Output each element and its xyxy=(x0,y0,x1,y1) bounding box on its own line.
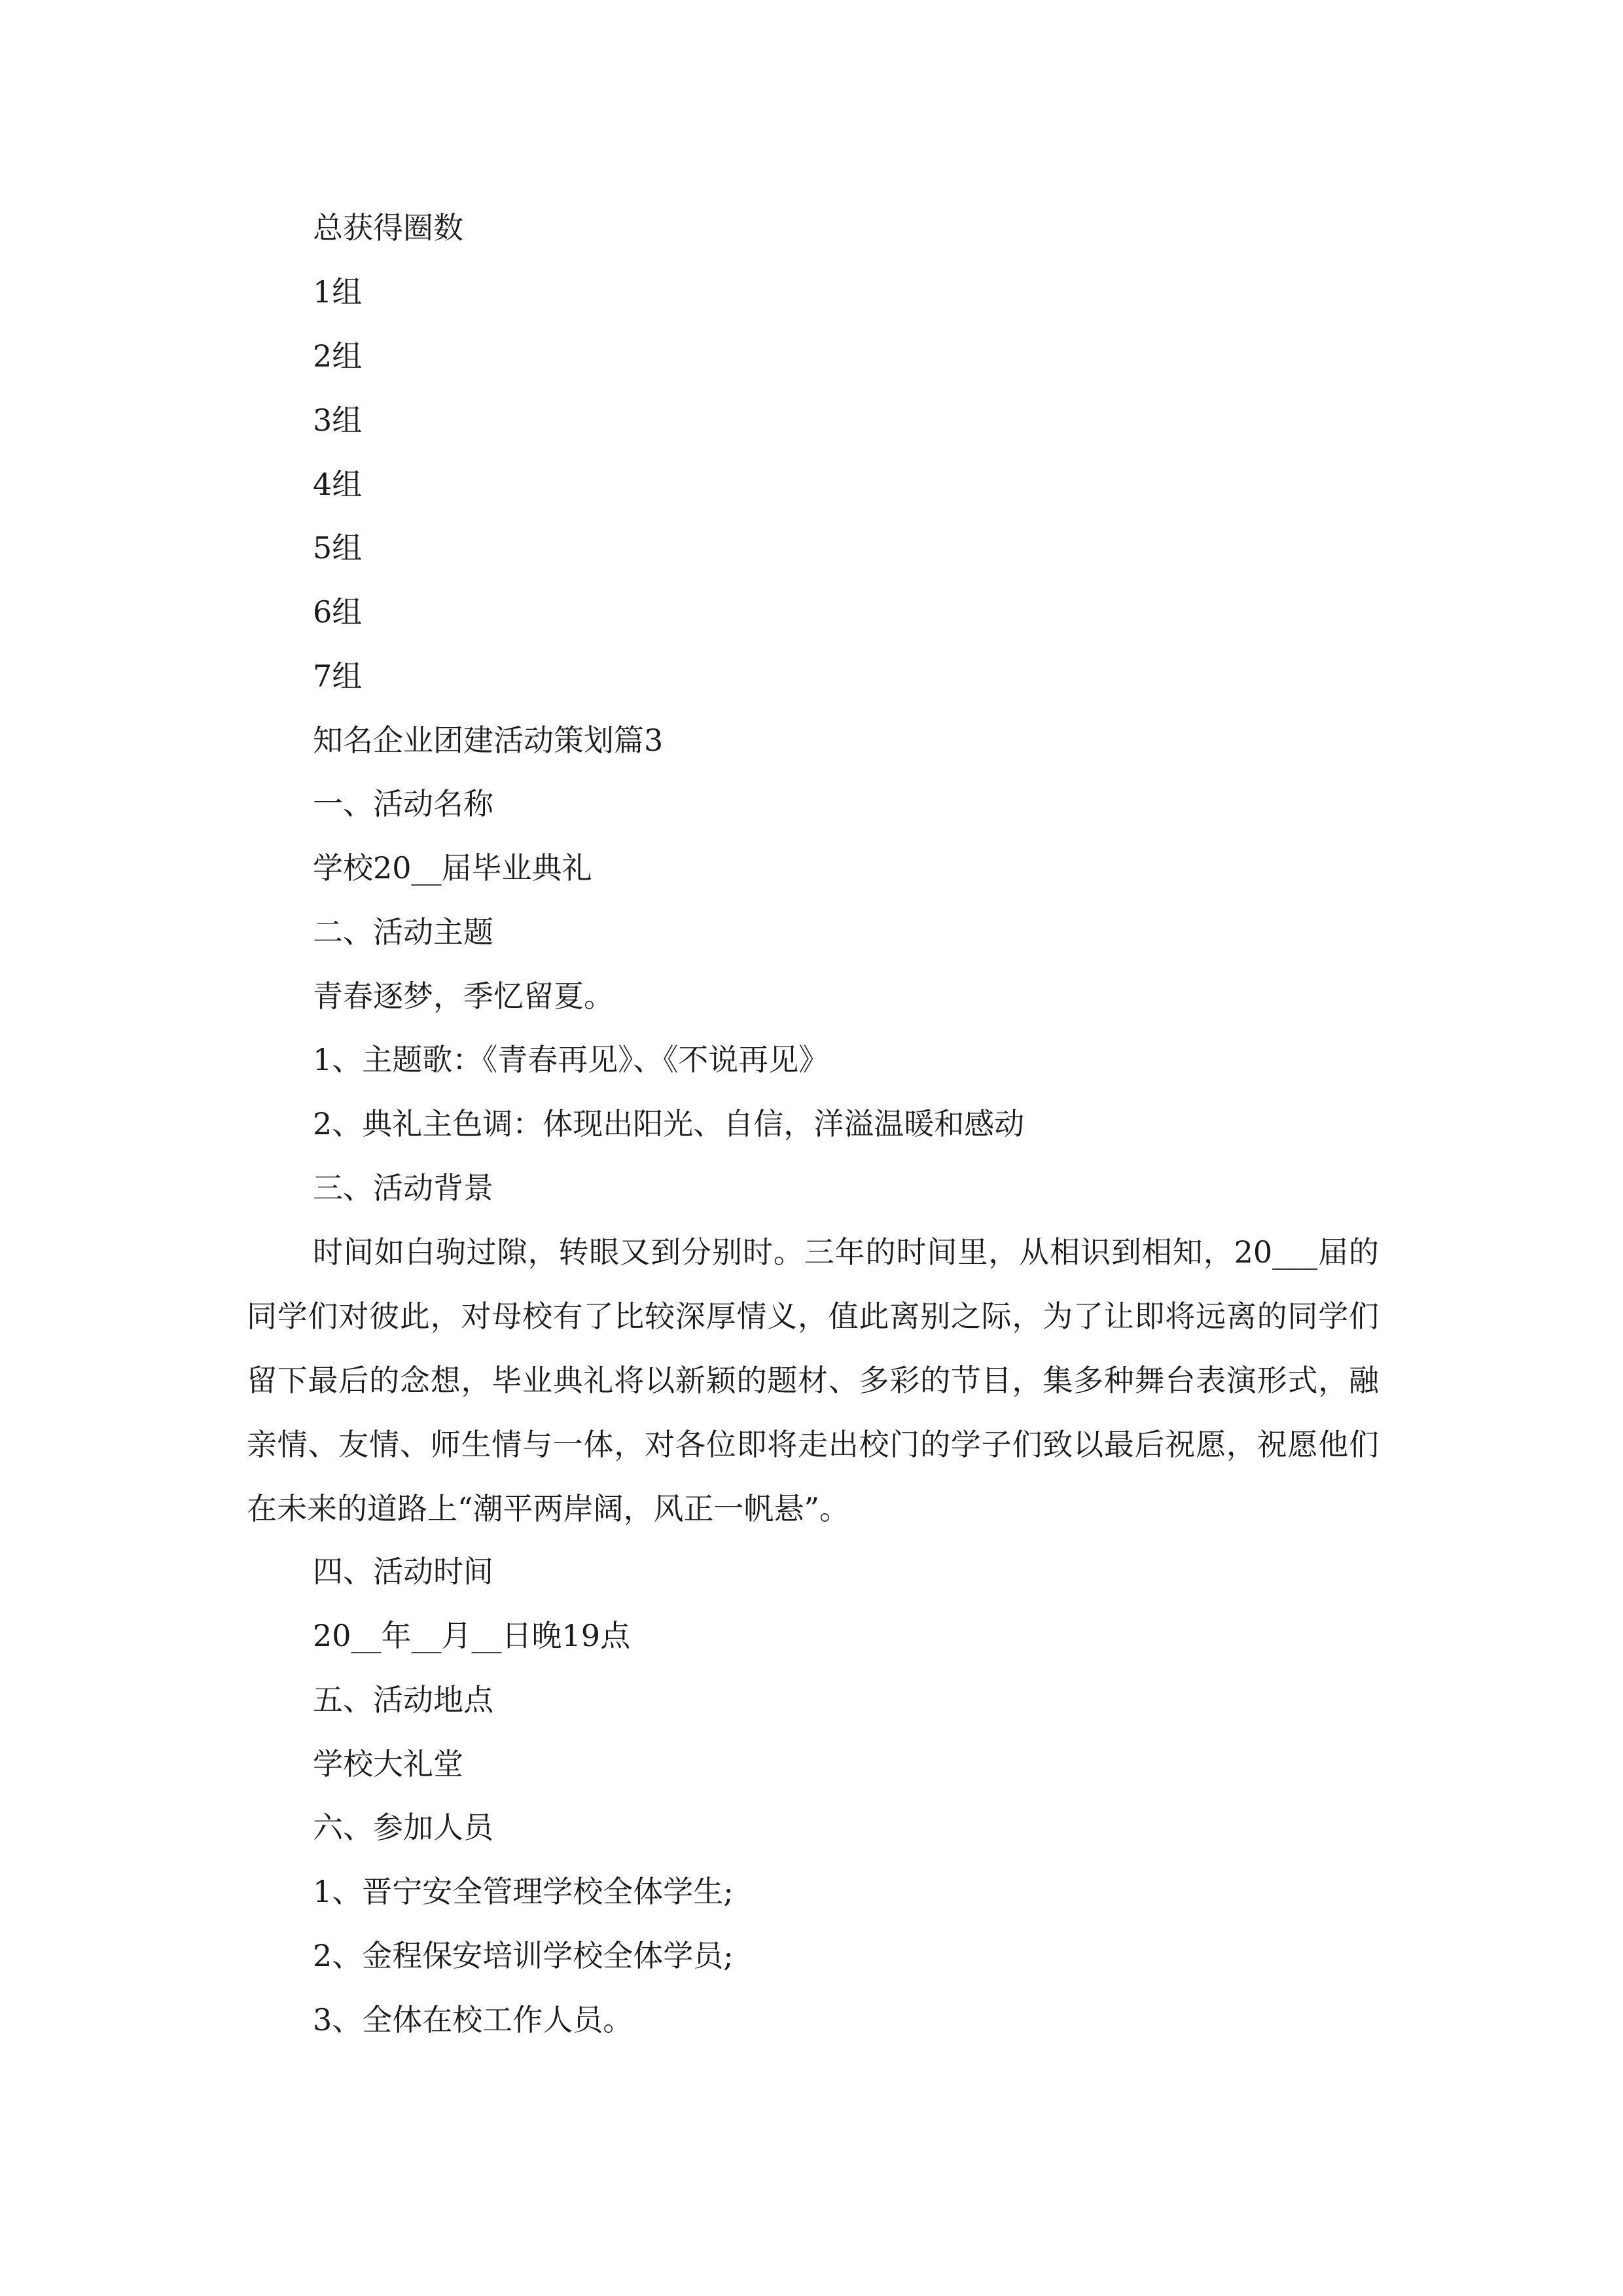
participant-item-1: 1、晋宁安全管理学校全体学生; xyxy=(313,1874,734,1909)
group-6-label: 6组 xyxy=(313,594,363,630)
participant-item-3: 3、全体在校工作人员。 xyxy=(313,2002,633,2037)
heading-activity-location: 五、活动地点 xyxy=(313,1682,493,1717)
ceremony-color-item: 2、典礼主色调：体现出阳光、自信，洋溢温暖和感动 xyxy=(313,1106,1025,1141)
theme-song-item: 1、主题歌：《青春再见》、《不说再见》 xyxy=(313,1042,829,1077)
activity-time-text: 20__年__月__日晚19点 xyxy=(313,1618,631,1653)
activity-location-text: 学校大礼堂 xyxy=(313,1746,463,1782)
heading-total-laps: 总获得圈数 xyxy=(313,210,463,245)
activity-theme-text: 青春逐梦，季忆留夏。 xyxy=(313,978,614,1014)
group-7-label: 7组 xyxy=(313,658,363,694)
heading-activity-time: 四、活动时间 xyxy=(313,1554,493,1589)
group-3-label: 3组 xyxy=(313,403,363,438)
heading-activity-theme: 二、活动主题 xyxy=(313,914,493,950)
heading-activity-background: 三、活动背景 xyxy=(313,1170,493,1206)
heading-participants: 六、参加人员 xyxy=(313,1810,493,1845)
heading-activity-name: 一、活动名称 xyxy=(313,786,493,821)
activity-name-text: 学校20__届毕业典礼 xyxy=(313,850,592,886)
group-5-label: 5组 xyxy=(313,530,363,565)
group-1-label: 1组 xyxy=(313,274,363,310)
group-2-label: 2组 xyxy=(313,338,363,374)
section-title-plan-3: 知名企业团建活动策划篇3 xyxy=(313,723,664,758)
background-paragraph: 时间如白驹过隙，转眼又到分别时。三年的时间里，从相识到相知，20___届的同学们对彼此，对母校有了比较深厚情义，值此离别之际，为了让即将远离的同学们留下最后的念想，毕业典礼将以新颖的题材、多彩的节目，集多种舞台表演形式，融亲情、友情、师生情与一体，对各位即将走出校门的学子们致以最后祝愿，祝愿他们在未来的道路上“潮平两岸阔，风正一帆悬”。 xyxy=(247,1234,1379,1526)
group-4-label: 4组 xyxy=(313,467,363,502)
participant-item-2: 2、金程保安培训学校全体学员; xyxy=(313,1938,734,1973)
